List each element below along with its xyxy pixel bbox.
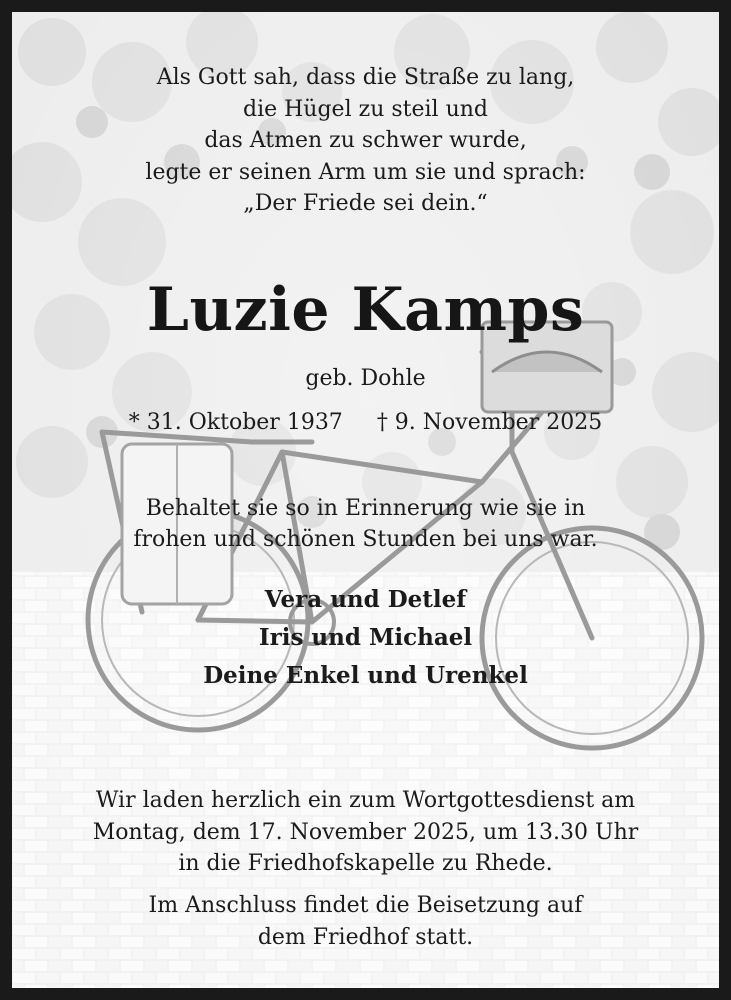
death-date: † 9. November 2025	[376, 410, 603, 435]
burial-line: Im Anschluss findet die Beisetzung auf	[148, 893, 583, 918]
burial-line: dem Friedhof statt.	[257, 924, 474, 950]
verse-line: das Atmen zu schwer wurde,	[204, 128, 527, 153]
verse-line: Als Gott sah, dass die Straße zu lang,	[156, 65, 575, 90]
mourner-line: Iris und Michael	[258, 624, 473, 651]
service-line: Montag, dem 17. November 2025, um 13.30 Uhr	[92, 819, 639, 845]
life-dates	[12, 408, 719, 438]
service-invitation	[12, 785, 719, 880]
service-line: in die Friedhofskapelle zu Rhede.	[178, 851, 553, 876]
service-line: Wir laden herzlich ein zum Wortgottesdienst am	[95, 788, 636, 813]
verse-line: die Hügel zu steil und	[242, 96, 488, 122]
memorial-verse	[12, 62, 719, 220]
maiden-name: geb. Dohle	[305, 366, 426, 391]
birth-date: * 31. Oktober 1937	[128, 410, 343, 435]
mourners-list	[12, 581, 719, 695]
remembrance-line: Behaltet sie so in Erinnerung wie sie in	[145, 496, 586, 521]
mourner-line: Deine Enkel und Urenkel	[203, 662, 528, 689]
verse-line: „Der Friede sei dein.“	[243, 191, 488, 216]
remembrance-text	[12, 493, 719, 555]
burial-notice	[12, 890, 719, 953]
deceased-name: Luzie Kamps	[146, 275, 585, 345]
remembrance-line: frohen und schönen Stunden bei uns war.	[133, 527, 598, 552]
mourner-line: Vera und Detlef	[264, 586, 467, 613]
verse-line: legte er seinen Arm um sie und sprach:	[145, 159, 586, 185]
